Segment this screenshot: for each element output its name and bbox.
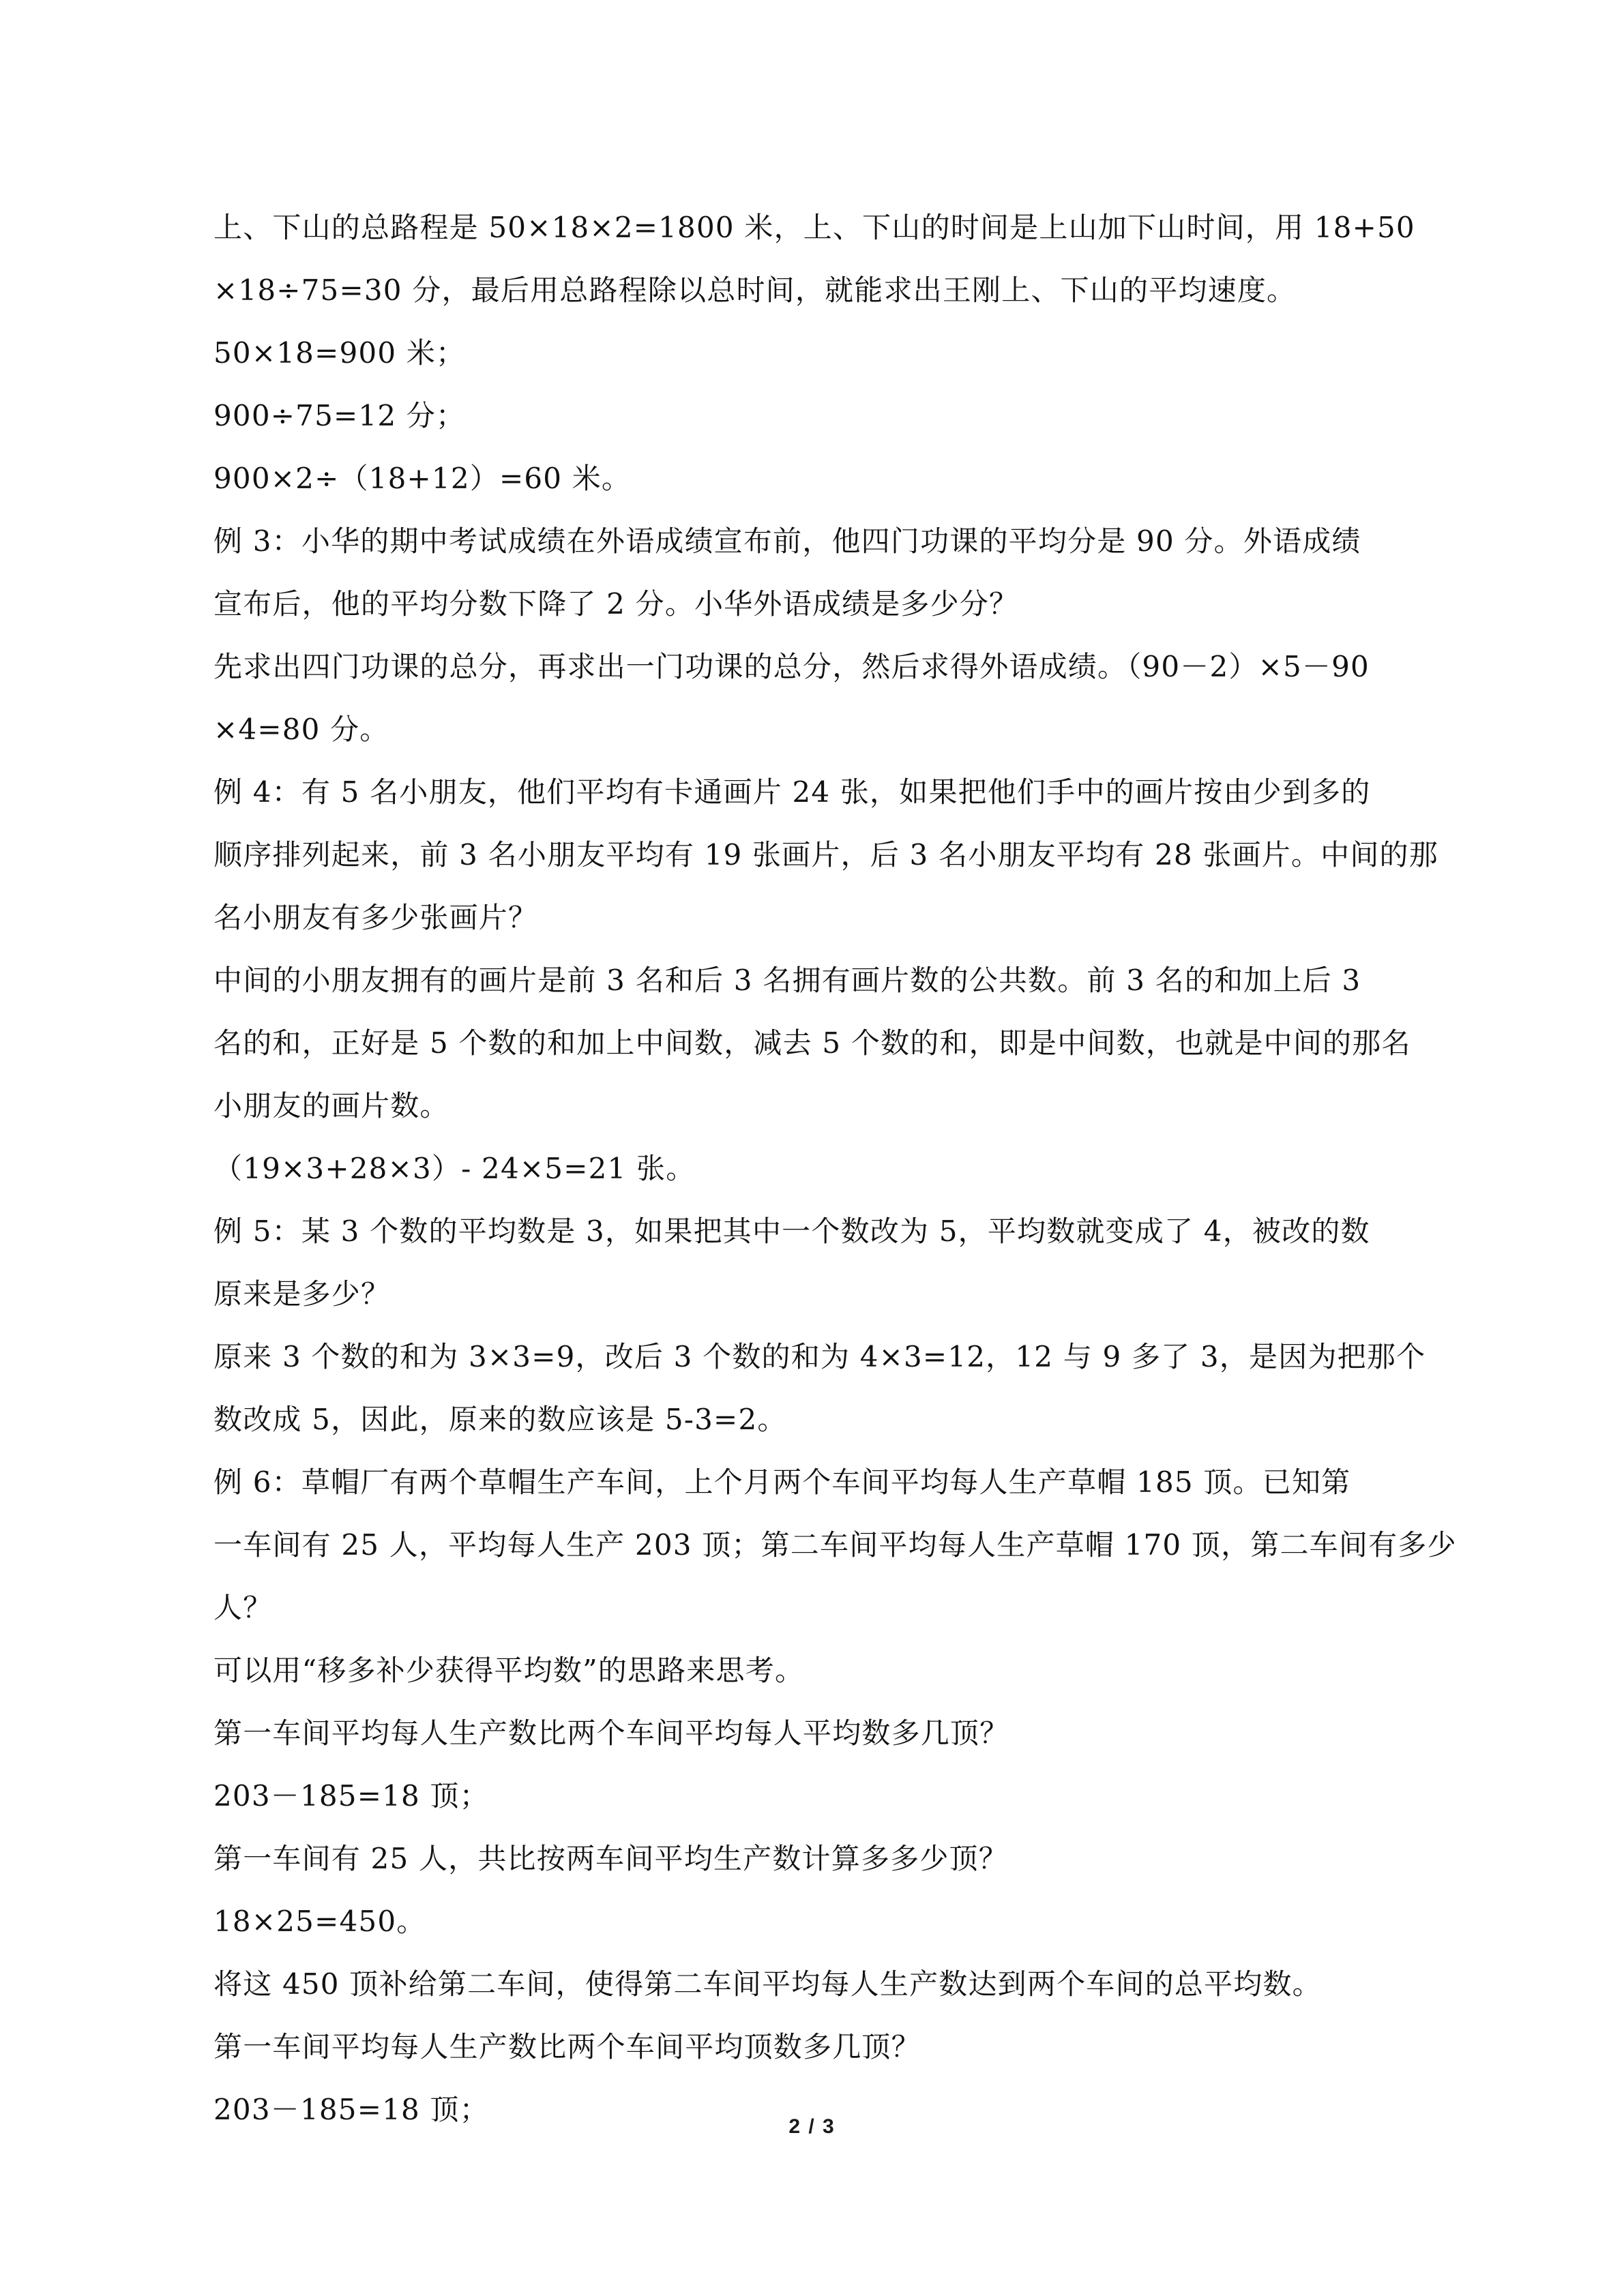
text-line: 例 4：有 5 名小朋友，他们平均有卡通画片 24 张，如果把他们手中的画片按由少到多的 [213, 775, 1371, 809]
text-line: 中间的小朋友拥有的画片是前 3 名和后 3 名拥有画片数的公共数。前 3 名的和加上后 3 [213, 964, 1361, 997]
text-line: 例 5：某 3 个数的平均数是 3，如果把其中一个数改为 5，平均数就变成了 4，被改的数 [213, 1214, 1370, 1248]
text-line: 数改成 5，因此，原来的数应该是 5-3=2。 [213, 1403, 787, 1436]
text-line: 名小朋友有多少张画片？ [213, 901, 538, 934]
text-line: 上、下山的总路程是 50×18×2=1800 米，上、下山的时间是上山加下山时间，用 18+50 [213, 211, 1415, 244]
text-line: 原来 3 个数的和为 3×3=9，改后 3 个数的和为 4×3=12，12 与 9 多了 3，是因为把那个 [213, 1340, 1426, 1373]
text-line: 例 6：草帽厂有两个草帽生产车间，上个月两个车间平均每人生产草帽 185 顶。已知第 [213, 1465, 1351, 1499]
text-line: 宣布后，他的平均分数下降了 2 分。小华外语成绩是多少分？ [213, 587, 1019, 621]
text-line: 名的和，正好是 5 个数的和加上中间数，减去 5 个数的和，即是中间数，也就是中间的那名 [213, 1026, 1411, 1060]
text-line: 可以用“移多补少获得平均数”的思路来思考。 [213, 1654, 805, 1687]
text-line: 顺序排列起来，前 3 名小朋友平均有 19 张画片，后 3 名小朋友平均有 28 张画片。中间的那 [213, 838, 1438, 871]
text-line: 人？ [213, 1591, 273, 1624]
text-line: 18×25=450。 [213, 1905, 426, 1938]
text-line: 小朋友的画片数。 [213, 1089, 449, 1122]
text-line: 将这 450 顶补给第二车间，使得第二车间平均每人生产数达到两个车间的总平均数。 [213, 1967, 1322, 2001]
text-line: 203－185=18 顶； [213, 1779, 489, 1813]
text-line: 第一车间有 25 人，共比按两车间平均生产数计算多多少顶？ [213, 1842, 1008, 1875]
text-line: 例 3：小华的期中考试成绩在外语成绩宣布前，他四门功课的平均分是 90 分。外语成绩 [213, 524, 1361, 558]
document-body [213, 196, 1475, 2141]
text-line: 900×2÷（18+12）=60 米。 [213, 462, 632, 495]
text-line: ×18÷75=30 分，最后用总路程除以总时间，就能求出王刚上、下山的平均速度。 [213, 273, 1297, 307]
text-line: 先求出四门功课的总分，再求出一门功课的总分，然后求得外语成绩。（90－2）×5－90 [213, 650, 1370, 683]
text-line: 203－185=18 顶； [213, 2093, 489, 2126]
text-line: 第一车间平均每人生产数比两个车间平均每人平均数多几顶？ [213, 1716, 1009, 1750]
text-line: 一车间有 25 人，平均每人生产 203 顶；第二车间平均每人生产草帽 170 顶，第二车间有多少 [213, 1528, 1457, 1562]
text-line: （19×3+28×3）- 24×5=21 张。 [213, 1152, 696, 1185]
text-line: 900÷75=12 分； [213, 399, 466, 432]
text-line: 原来是多少？ [213, 1277, 391, 1311]
text-line: 第一车间平均每人生产数比两个车间平均顶数多几顶？ [213, 2030, 921, 2063]
page-number: 2 / 3 [788, 2115, 836, 2138]
text-line: 50×18=900 米； [213, 336, 466, 370]
text-line: ×4=80 分。 [213, 713, 389, 746]
